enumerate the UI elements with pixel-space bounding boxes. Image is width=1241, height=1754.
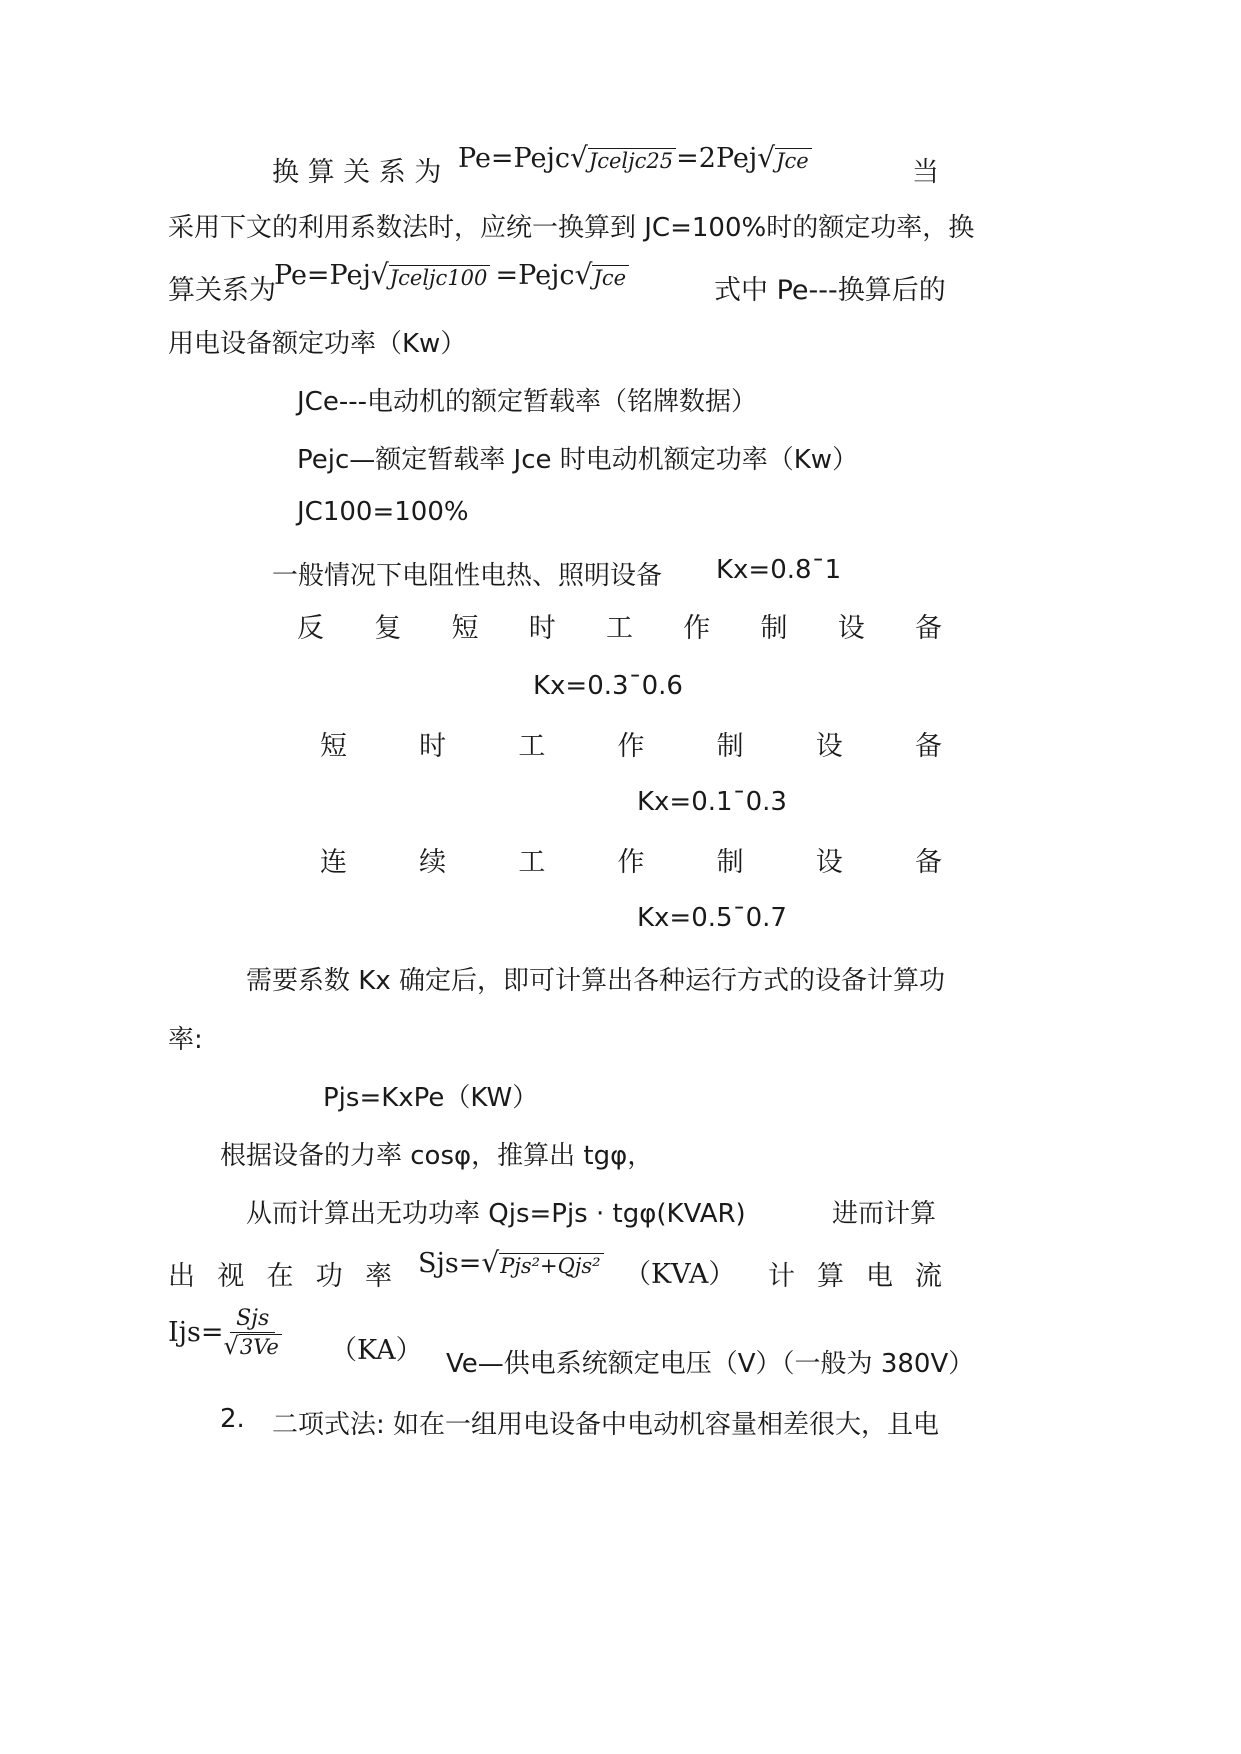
word: 备 <box>914 731 942 762</box>
word: 连 <box>320 847 347 878</box>
line-8-text: 一般情况下电阻性电热、照明设备 <box>272 561 663 591</box>
word: 短 <box>320 731 347 762</box>
line-20-spread <box>168 1259 392 1295</box>
line-1-text: 换 算 关 系 为 <box>272 157 442 188</box>
formula-1-radicand-2: Jce <box>775 148 812 173</box>
line-3-text: 算关系为 <box>168 275 276 306</box>
formula-sjs-radicand: Pjs²+Qjs² <box>499 1253 603 1278</box>
word: 在 <box>266 1261 294 1292</box>
word: 制 <box>716 731 744 762</box>
word: 计 <box>768 1261 795 1292</box>
formula-ijs-lhs: Ijs= <box>168 1317 224 1348</box>
line-1-end: 当 <box>912 157 939 188</box>
formula-1 <box>458 143 812 174</box>
word: 设 <box>815 731 843 762</box>
sqrt-4: √ Jce <box>575 260 629 290</box>
fraction-ijs <box>224 1306 282 1359</box>
line-22-text: 二项式法: 如在一组用电设备中电动机容量相差很大，且电 <box>272 1410 940 1440</box>
fraction-numerator: Sjs <box>230 1306 275 1333</box>
line-8-value: Kx=0.8¯1 <box>716 555 842 585</box>
formula-1-lhs: Pe=Pejc <box>458 143 570 174</box>
sqrt-3: √ Jceljc100 <box>371 260 491 290</box>
word: 作 <box>617 847 645 878</box>
line-14: Kx=0.5¯0.7 <box>637 903 787 933</box>
line-7: JC100=100% <box>297 497 469 527</box>
word: 功 <box>315 1261 343 1292</box>
word: 制 <box>760 613 788 644</box>
word: 视 <box>217 1261 245 1292</box>
line-19-text: 从而计算出无功功率 Qjs=Pjs · tgφ(KVAR) <box>246 1199 746 1229</box>
sqrt-sjs: √ Pjs²+Qjs² <box>481 1248 603 1278</box>
formula-1-rhs: =2Pej <box>676 143 758 174</box>
word: 反 <box>297 613 324 644</box>
line-16: 率: <box>168 1025 203 1055</box>
line-22-number: 2. <box>220 1404 245 1434</box>
formula-2-radicand-2: Jce <box>592 265 629 290</box>
fraction-denominator-radicand: 3Ve <box>239 1334 282 1359</box>
line-12: Kx=0.1¯0.3 <box>637 787 787 817</box>
line-6: Pejc—额定暂载率 Jce 时电动机额定功率（Kw） <box>297 445 859 475</box>
word: 制 <box>716 847 744 878</box>
word: 算 <box>817 1261 844 1292</box>
fraction-denominator: √ 3Ve <box>224 1333 282 1359</box>
word: 工 <box>518 731 546 762</box>
word: 出 <box>168 1261 195 1292</box>
formula-sjs <box>418 1248 604 1279</box>
line-17: Pjs=KxPe（KW） <box>323 1083 539 1113</box>
word: 率 <box>365 1261 392 1292</box>
word: 备 <box>914 847 942 878</box>
formula-sjs-unit: （KVA） <box>624 1259 736 1290</box>
line-21-text: Ve—供电系统额定电压（V）（一般为 380V） <box>446 1349 975 1379</box>
formula-sjs-lhs: Sjs= <box>418 1248 482 1279</box>
line-19-end: 进而计算 <box>832 1199 937 1229</box>
formula-ijs <box>168 1306 282 1359</box>
word: 时 <box>528 613 556 644</box>
formula-2 <box>274 260 629 291</box>
line-11-spread <box>320 729 942 765</box>
formula-1-radicand: Jceljc25 <box>588 148 676 173</box>
word: 短 <box>451 613 479 644</box>
word: 作 <box>617 731 645 762</box>
line-5: JCe---电动机的额定暂载率（铭牌数据） <box>297 387 757 417</box>
line-18: 根据设备的力率 cosφ，推算出 tgφ， <box>220 1141 654 1171</box>
line-15: 需要系数 Kx 确定后，即可计算出各种运行方式的设备计算功 <box>246 966 945 996</box>
line-3-end: 式中 Pe---换算后的 <box>714 275 946 306</box>
formula-2-radicand: Jceljc100 <box>389 265 491 290</box>
line-13-spread <box>320 845 942 881</box>
word: 工 <box>518 847 546 878</box>
line-20-end-spread <box>768 1259 942 1295</box>
formula-2-lhs: Pe=Pej <box>274 260 371 291</box>
word: 设 <box>837 613 865 644</box>
word: 续 <box>419 847 447 878</box>
line-4: 用电设备额定功率（Kw） <box>168 329 467 359</box>
word: 流 <box>915 1261 942 1292</box>
sqrt-2: √ Jce <box>757 143 811 173</box>
line-10: Kx=0.3¯0.6 <box>533 671 683 701</box>
sqrt-1: √ Jceljc25 <box>570 143 676 173</box>
word: 作 <box>683 613 711 644</box>
word: 工 <box>606 613 633 644</box>
word: 设 <box>815 847 843 878</box>
word: 时 <box>419 731 447 762</box>
line-2: 采用下文的利用系数法时，应统一换算到 JC=100%时的额定功率，换 <box>168 213 975 243</box>
word: 备 <box>915 613 942 644</box>
formula-2-rhs: =Pejc <box>495 260 575 291</box>
line-9-spread <box>297 611 942 647</box>
word: 复 <box>374 613 402 644</box>
formula-ijs-unit: （KA） <box>330 1335 423 1366</box>
word: 电 <box>866 1261 893 1292</box>
